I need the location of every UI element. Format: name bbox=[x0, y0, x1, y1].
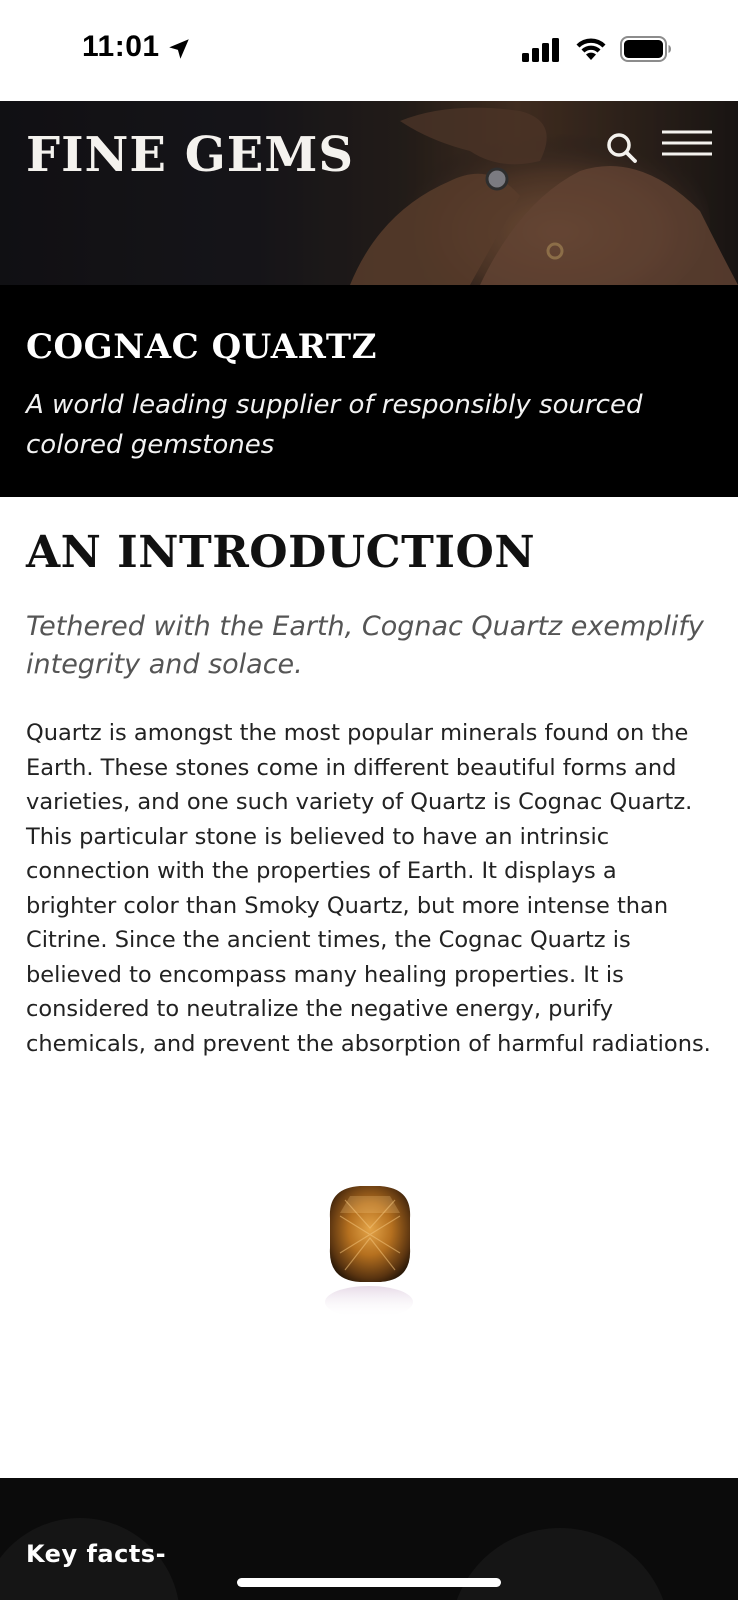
status-bar bbox=[0, 0, 738, 101]
battery-icon bbox=[620, 36, 672, 62]
cellular-signal-icon bbox=[522, 38, 562, 62]
key-facts-heading: Key facts- bbox=[26, 1540, 167, 1568]
section-body: Quartz is amongst the most popular minerals found on the Earth. These stones come in different beautiful forms and varieties, and one such variety of Quartz is Cognac Quartz. This particular stone is believed to have an intrinsic connection with the properties of Earth. It displays a brighter color than Smoky Quartz, but more intense than Citrine. Since the ancient times, the Cognac Quartz is believed to encompass many healing properties. It is considered to neutralize the negative energy, purify chemicals, and prevent the absorption of harmful radiations. bbox=[26, 720, 711, 1057]
section-heading: AN INTRODUCTION bbox=[26, 527, 536, 578]
search-icon[interactable] bbox=[602, 128, 642, 168]
page-title: COGNAC QUARTZ bbox=[26, 327, 377, 367]
cognac-quartz-gem-image bbox=[200, 1088, 540, 1428]
brand-logo[interactable]: FINE GEMS bbox=[26, 127, 355, 183]
status-time: 11:01 bbox=[82, 30, 160, 63]
section-lede: Tethered with the Earth, Cognac Quartz exemplify integrity and solace. bbox=[26, 611, 704, 680]
site-header bbox=[0, 101, 738, 285]
wifi-icon bbox=[574, 36, 608, 62]
home-indicator[interactable] bbox=[237, 1578, 501, 1587]
product-title-band bbox=[0, 285, 738, 497]
location-arrow-icon bbox=[166, 36, 192, 62]
page-subtitle: A world leading supplier of responsibly sourced colored gemstones bbox=[26, 390, 643, 460]
decorative-gem-silhouette bbox=[450, 1528, 670, 1600]
introduction-section bbox=[0, 497, 738, 1061]
hamburger-menu-icon[interactable] bbox=[660, 129, 714, 161]
